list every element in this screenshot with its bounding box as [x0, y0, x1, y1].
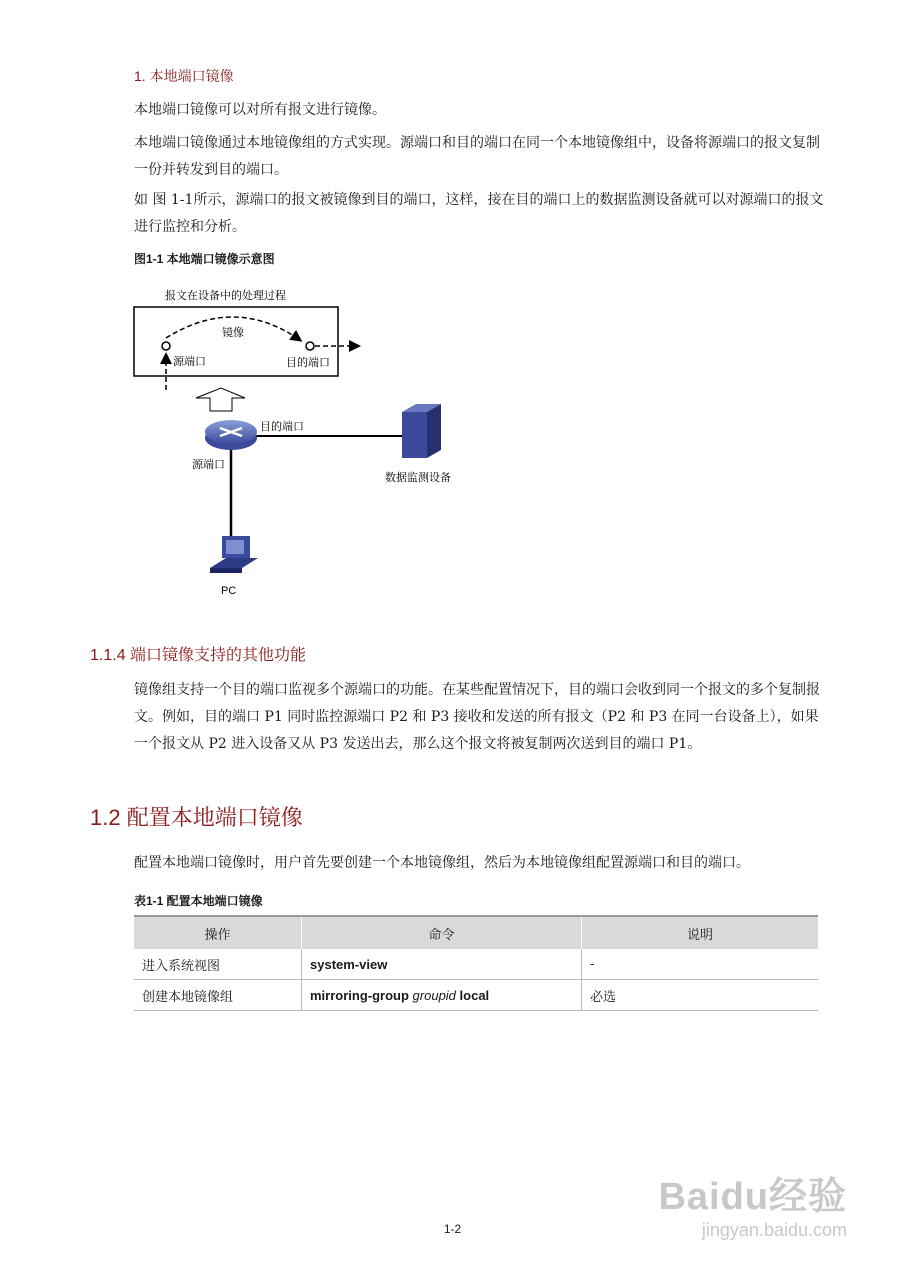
- page-number: 1-2: [443, 1222, 462, 1236]
- pc-label: PC: [221, 585, 237, 597]
- table-row: [134, 949, 818, 980]
- note-cell: -: [582, 949, 819, 980]
- switch-dest-port-label: 目的端口: [260, 420, 304, 433]
- watermark-brand: Baidu经验: [658, 1176, 847, 1218]
- paragraph: 镜像组支持一个目的端口监视多个源端口的功能。在某些配置情况下，目的端口会收到同一个报文的多个复制报文。例如，目的端口 P1 同时监控源端口 P2 和 P3 接收和发送的所有报文（P2 和 P3 在同一台设备上），如果一个报文从 P2 进入设备又从 P3 发送出去，那么这个报文将被复制两次送到目的端口 P1。: [134, 682, 820, 752]
- cmd-keyword: local: [455, 987, 490, 1003]
- paragraph: 本地端口镜像可以对所有报文进行镜像。: [134, 102, 386, 118]
- source-port-label: 源端口: [173, 355, 206, 368]
- config-table: [134, 915, 818, 1011]
- col-header: 说明: [582, 916, 819, 949]
- switch-icon: [205, 420, 257, 450]
- paragraph: 本地端口镜像通过本地镜像组的方式实现。源端口和目的端口在同一个本地镜像组中，设备将源端口的报文复制一份并转发到目的端口。: [134, 135, 820, 178]
- dest-port-dot: [306, 342, 314, 350]
- col-header: 操作: [134, 916, 302, 949]
- source-port-dot: [162, 342, 170, 350]
- section-heading-configure: 1.2 配置本地端口镜像: [90, 805, 303, 830]
- col-header: 命令: [302, 916, 582, 949]
- figure-caption: 图1-1 本地端口镜像示意图: [134, 252, 275, 266]
- table-caption: 表1-1 配置本地端口镜像: [134, 894, 263, 908]
- note-cell: 必选: [582, 980, 819, 1011]
- op-cell: 进入系统视图: [134, 949, 302, 980]
- mirroring-diagram: [0, 0, 905, 620]
- cmd-cell: [302, 949, 582, 980]
- cmd-keyword: system-view: [310, 956, 388, 972]
- monitor-device-label: 数据监测设备: [385, 471, 451, 484]
- hollow-up-arrow: [196, 388, 245, 411]
- cmd-cell: [302, 980, 582, 1011]
- watermark-url: jingyan.baidu.com: [701, 1220, 847, 1240]
- table-header-row: [134, 916, 818, 949]
- server-icon: [402, 404, 441, 458]
- cmd-param: groupid: [412, 987, 456, 1003]
- table-row: [134, 980, 818, 1011]
- paragraph: 配置本地端口镜像时，用户首先要创建一个本地镜像组，然后为本地镜像组配置源端口和目的端口。: [134, 855, 750, 871]
- cmd-keyword: mirroring-group: [310, 987, 413, 1003]
- box-title: 报文在设备中的处理过程: [165, 289, 286, 302]
- dest-port-label: 目的端口: [286, 356, 330, 369]
- section-heading-other-functions: 1.1.4 端口镜像支持的其他功能: [90, 647, 307, 664]
- mirror-label: 镜像: [222, 326, 244, 339]
- switch-source-port-label: 源端口: [192, 458, 225, 471]
- pc-icon: [210, 536, 258, 573]
- section-heading-local-mirroring: 1. 本地端口镜像: [134, 68, 234, 84]
- op-cell: 创建本地镜像组: [134, 980, 302, 1011]
- paragraph: 如 图 1-1所示，源端口的报文被镜像到目的端口，这样，接在目的端口上的数据监测设备就可以对源端口的报文进行监控和分析。: [134, 192, 824, 235]
